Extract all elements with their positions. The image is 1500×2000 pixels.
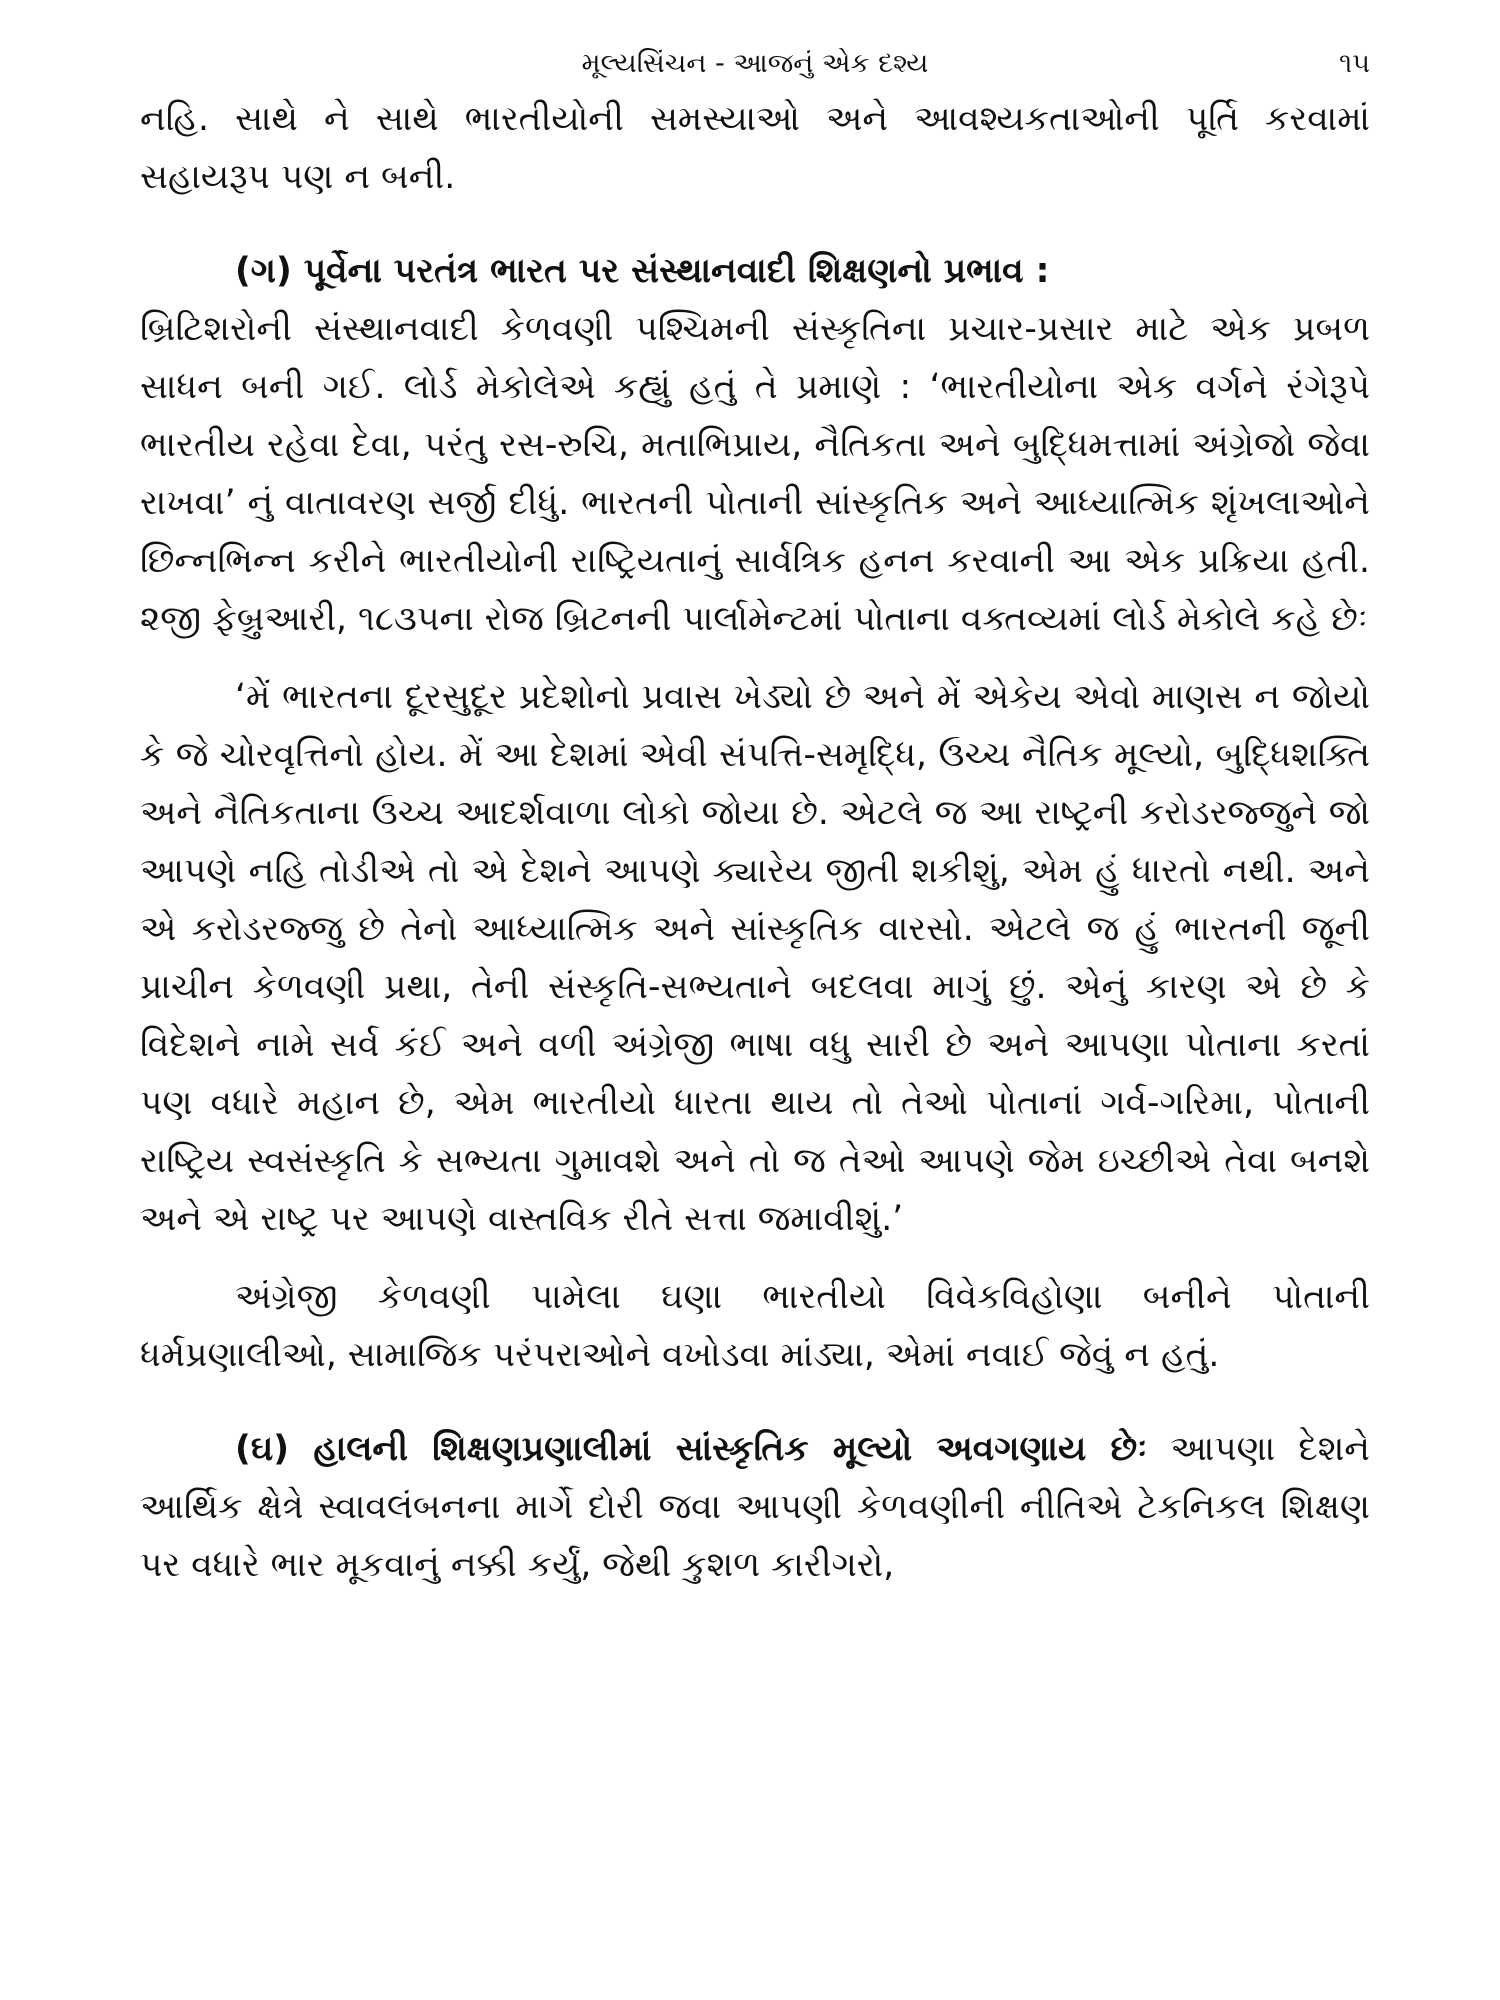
paragraph-continuation: નહિ. સાથે ને સાથે ભારતીયોની સમસ્યાઓ અને આવશ્યકતાઓની પૂર્તિ કરવામાં સહાયરૂપ પણ ન બની. — [140, 99, 1370, 197]
paragraph-macaulay-quote: ‘મેં ભારતના દૂરસુદૂર પ્રદેશોનો પ્રવાસ ખેડ્યો છે અને મેં એકેય એવો માણસ ન જોયો કે જે ચોરવૃત્તિનો હોય. મેં આ દેશમાં એવી સંપત્તિ-સમૃદ્ધિ, ઉચ્ચ નૈતિક મૂલ્યો, બુદ્ધિશક્તિ અને નૈતિકતાના ઉચ્ચ આદર્શવાળા લોકો જોયા છે. એટલે જ આ રાષ્ટ્રની કરોડરજ્જુને જો આપણે નહિ તોડીએ તો એ દેશને આપણે ક્યારેય જીતી શકીશું, એમ હું ધારતો નથી. અને એ કરોડરજ્જુ છે તેનો આધ્યાત્મિક અને સાંસ્કૃતિક વારસો. એટલે જ હું ભારતની જૂની પ્રાચીન કેળવણી પ્રથા, તેની સંસ્કૃતિ-સભ્યતાને બદલવા માગું છું. એનું કારણ એ છે કે વિદેશને નામે સર્વ કંઈ અને વળી અંગ્રેજી ભાષા વધુ સારી છે અને આપણા પોતાના કરતાં પણ વધારે મહાન છે, એમ ભારતીયો ધારતા થાય તો તેઓ પોતાનાં ગર્વ-ગરિમા, પોતાની રાષ્ટ્રિય સ્વસંસ્કૃતિ કે સભ્યતા ગુમાવશે અને તો જ તેઓ આપણે જેમ ઇચ્છીએ તેવા બનશે અને એ રાષ્ટ્ર પર આપણે વાસ્તવિક રીતે સત્તા જમાવીશું.’ — [140, 677, 1370, 1239]
paragraph-colonial-education — [140, 242, 1370, 648]
paragraph-current-education — [140, 1420, 1370, 1594]
paragraph-english-education: અંગ્રેજી કેળવણી પામેલા ઘણા ભારતીયો વિવેકવિહોણા બનીને પોતાની ધર્મપ્રણાલીઓ, સામાજિક પરંપરાઓને વખોડવા માંડ્યા, એમાં નવાઈ જેવું ન હતું. — [140, 1277, 1370, 1375]
section-heading-gha: (ઘ) હાલની શિક્ષણપ્રણાલીમાં સાંસ્કૃતિક મૂલ્યો અવગણાય છેઃ — [235, 1429, 1148, 1469]
section-heading-ga: (ગ) પૂર્વેના પરતંત્ર ભારત પર સંસ્થાનવાદી શિક્ષણનો પ્રભાવ : — [235, 251, 1050, 291]
paragraph-current-education-text: આપણા દેશને આર્થિક ક્ષેત્રે સ્વાવલંબનના માર્ગે દોરી જવા આપણી કેળવણીની નીતિએ ટેકનિકલ શિક્ષણ પર વધારે ભાર મૂકવાનું નક્કી કર્યું, જેથી કુશળ કારીગરો, — [140, 1429, 1370, 1585]
page-number: ૧૫ — [1339, 48, 1370, 79]
paragraph-colonial-education-text: બ્રિટિશરોની સંસ્થાનવાદી કેળવણી પશ્ચિમની સંસ્કૃતિના પ્રચાર-પ્રસાર માટે એક પ્રબળ સાધન બની ગઈ. લોર્ડ મેકોલેએ કહ્યું હતું તે પ્રમાણે : ‘ભારતીયોના એક વર્ગને રંગેરૂપે ભારતીય રહેવા દેવા, પરંતુ રસ-રુચિ, મતાભિપ્રાય, નૈતિકતા અને બુદ્ધિમત્તામાં અંગ્રેજો જેવા રાખવા’ નું વાતાવરણ સર્જી દીધું. ભારતની પોતાની સાંસ્કૃતિક અને આધ્યાત્મિક શૃંખલાઓને છિન્નભિન્ન કરીને ભારતીયોની રાષ્ટ્રિયતાનું સાર્વત્રિક હનન કરવાની આ એક પ્રક્રિયા હતી. ૨જી ફેબ્રુઆરી, ૧૮૩૫ના રોજ બ્રિટનની પાર્લામેન્ટમાં પોતાના વક્તવ્યમાં લોર્ડ મેકોલે કહે છેઃ — [140, 309, 1370, 639]
running-header — [140, 44, 1370, 84]
body-text — [140, 90, 1370, 1594]
running-title: મૂલ્યસિંચન - આજનું એક દશ્ય — [581, 48, 929, 79]
